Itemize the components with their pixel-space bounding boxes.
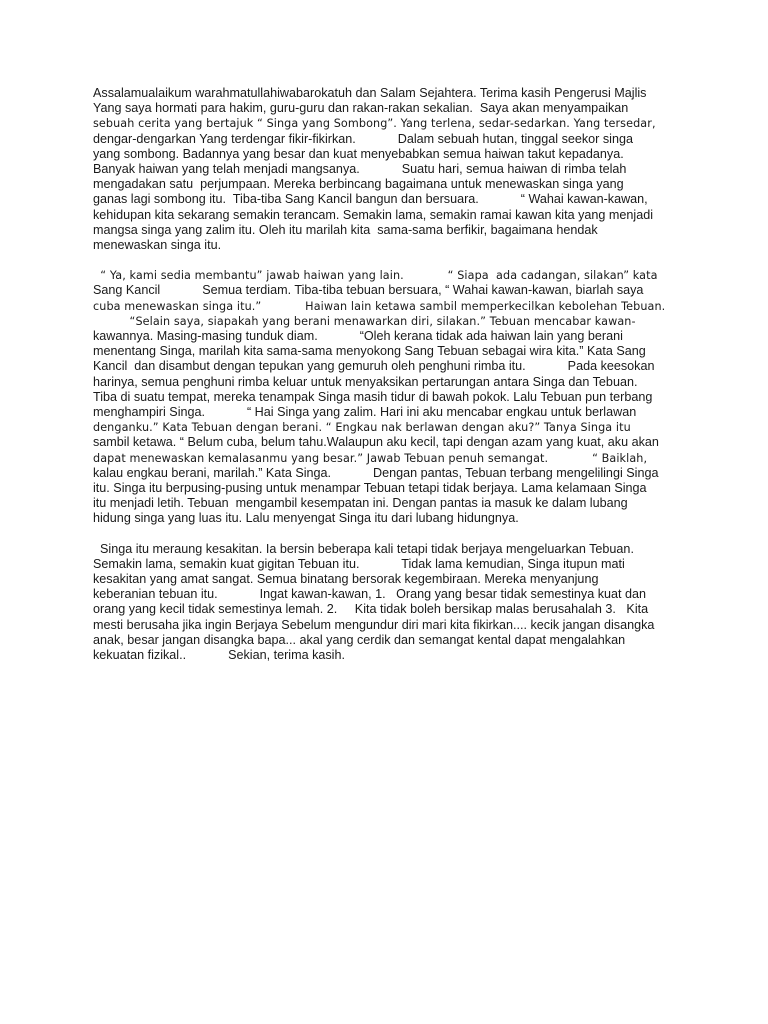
text-line: sebuah cerita yang bertajuk “ Singa yang Sombong”. Yang terlena, sedar-sedarkan. Yang tersedar, xyxy=(93,117,656,131)
text-line: mengadakan satu perjumpaan. Mereka berbincang bagaimana untuk menewaskan singa yang xyxy=(93,177,624,192)
text-line: mangsa singa yang zalim itu. Oleh itu marilah kita sama-sama berfikir, bagaimana hendak xyxy=(93,222,598,237)
text-line: menghampiri Singa. “ Hai Singa yang zalim. Hari ini aku mencabar engkau untuk berlawan xyxy=(93,404,637,419)
text-line: Sang Kancil Semua terdiam. Tiba-tiba tebuan bersuara, “ Wahai kawan-kawan, biarlah saya xyxy=(93,283,644,298)
text-line: Banyak haiwan yang telah menjadi mangsanya. Suatu hari, semua haiwan di rimba telah xyxy=(93,161,627,176)
paragraph-break xyxy=(93,526,683,541)
text-line: orang yang kecil tidak semestinya lemah. 2. Kita tidak boleh bersikap malas berusahalah 3. Kita xyxy=(93,602,649,617)
text-line: “ Ya, kami sedia membantu” jawab haiwan yang lain. “ Siapa ada cadangan, silakan” kata xyxy=(93,269,658,283)
text-line: kawannya. Masing-masing tunduk diam. “Oleh kerana tidak ada haiwan lain yang berani xyxy=(93,329,623,343)
text-line: kehidupan kita sekarang semakin terancam. Semakin lama, semakin ramai kawan kita yang menjadi xyxy=(93,207,653,222)
text-line: mesti berusaha jika ingin Berjaya Sebelum mengundur diri mari kita fikirkan.... kecik jangan disangka xyxy=(93,617,655,632)
text-line: Assalamualaikum warahmatullahiwabarokatuh dan Salam Sejahtera. Terima kasih Pengerusi Majlis xyxy=(93,86,647,100)
text-line: yang sombong. Badannya yang besar dan kuat menyebabkan semua haiwan takut kepadanya. xyxy=(93,146,624,161)
document-body xyxy=(93,86,683,663)
text-line: itu. Singa itu berpusing-pusing untuk menampar Tebuan tetapi tidak berjaya. Lama kelamaan Singa xyxy=(93,480,647,495)
text-line: Semakin lama, semakin kuat gigitan Tebuan itu. Tidak lama kemudian, Singa itupun mati xyxy=(93,556,625,571)
text-line: kalau engkau berani, marilah.” Kata Singa. Dengan pantas, Tebuan terbang mengelilingi Singa xyxy=(93,465,659,480)
text-line: kesakitan yang amat sangat. Semua binatang bersorak kegembiraan. Mereka menyanjung xyxy=(93,572,599,586)
text-line: Tiba di suatu tempat, mereka tenampak Singa masih tidur di bawah pokok. Lalu Tebuan pun terbang xyxy=(93,389,653,404)
text-line: dapat menewaskan kemalasanmu yang besar.” Jawab Tebuan penuh semangat. “ Baiklah, xyxy=(93,451,648,465)
text-line: anak, besar jangan disangka bapa... akal yang cerdik dan semangat kental dapat mengalahkan xyxy=(93,632,626,647)
text-line: Singa itu meraung kesakitan. Ia bersin beberapa kali tetapi tidak berjaya mengeluarkan Tebuan. xyxy=(93,541,634,556)
text-line: Yang saya hormati para hakim, guru-guru dan rakan-rakan sekalian. Saya akan menyampaikan xyxy=(93,101,629,116)
text-line: menentang Singa, marilah kita sama-sama menyokong Sang Tebuan sebagai wira kita.” Kata Sang xyxy=(93,344,646,359)
text-line: Kancil dan disambut dengan tepukan yang gemuruh oleh penghuni rimba itu. Pada keesokan xyxy=(93,359,655,374)
text-line: keberanian tebuan itu. Ingat kawan-kawan, 1. Orang yang besar tidak semestinya kuat dan xyxy=(93,587,647,602)
text-line: menewaskan singa itu. xyxy=(93,237,222,252)
text-line: itu menjadi letih. Tebuan mengambil kesempatan ini. Dengan pantas ia masuk ke dalam lubang xyxy=(93,496,628,511)
text-line: sambil ketawa. “ Belum cuba, belum tahu.Walaupun aku kecil, tapi dengan azam yang kuat, aku akan xyxy=(93,435,659,450)
text-line: “Selain saya, siapakah yang berani menawarkan diri, silakan.” Tebuan mencabar kawan- xyxy=(93,314,636,328)
text-line: harinya, semua penghuni rimba keluar untuk menyaksikan pertarungan antara Singa dan Tebuan. xyxy=(93,374,638,389)
text-line: dengar-dengarkan Yang terdengar fikir-fikirkan. Dalam sebuah hutan, tinggal seekor singa xyxy=(93,131,633,146)
text-line: ganas lagi sombong itu. Tiba-tiba Sang Kancil bangun dan bersuara. “ Wahai kawan-kawan, xyxy=(93,192,648,207)
text-line: cuba menewaskan singa itu.” Haiwan lain ketawa sambil memperkecilkan kebolehan Tebuan. xyxy=(93,299,666,313)
text-line: hidung singa yang luas itu. Lalu menyengat Singa itu dari lubang hidungnya. xyxy=(93,511,519,526)
text-line: kekuatan fizikal.. Sekian, terima kasih. xyxy=(93,647,345,662)
text-line: denganku.” Kata Tebuan dengan berani. “ Engkau nak berlawan dengan aku?” Tanya Singa itu xyxy=(93,421,631,435)
paragraph-break xyxy=(93,253,683,268)
